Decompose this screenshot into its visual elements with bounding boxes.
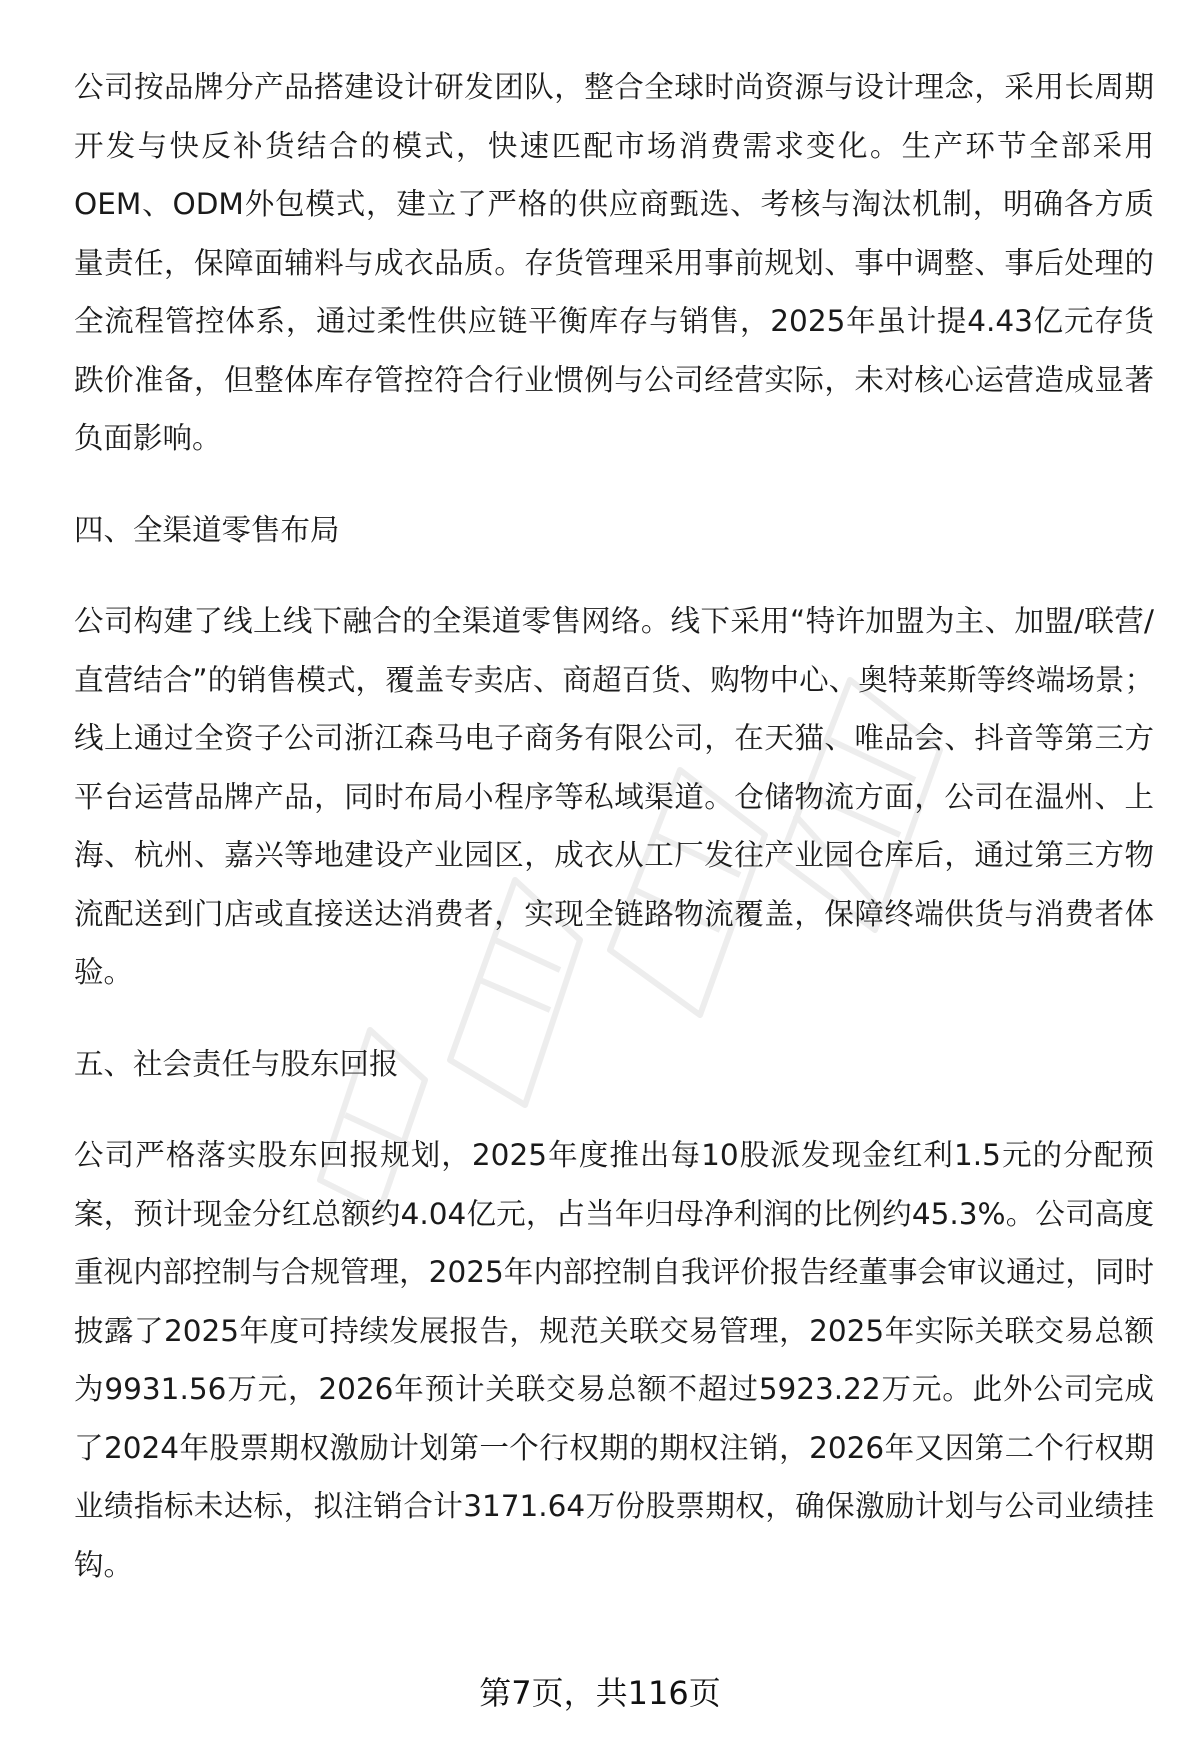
page-number: 第7页，共116页 [479, 1674, 721, 1712]
section-heading-social-responsibility: 五、社会责任与股东回报 [74, 1046, 399, 1081]
paragraph-supply-chain: 公司按品牌分产品搭建设计研发团队，整合全球时尚资源与设计理念，采用长周期开发与快反补货结合的模式，快速匹配市场消费需求变化。生产环节全部采用OEM、ODM外包模式，建立了严格的供应商甄选、考核与淘汰机制，明确各方质量责任，保障面辅料与成衣品质。存货管理采用事前规划、事中调整、事后处理的全流程管控体系，通过柔性供应链平衡库存与销售，2025年虽计提4.43亿元存货跌价准备，但整体库存管控符合行业惯例与公司经营实际，未对核心运营造成显著负面影响。 [74, 70, 1154, 455]
page-content [74, 58, 1154, 1594]
section-heading-omnichannel: 四、全渠道零售布局 [74, 512, 340, 547]
paragraph-omnichannel: 公司构建了线上线下融合的全渠道零售网络。线下采用“特许加盟为主、加盟/联营/直营结合”的销售模式，覆盖专卖店、商超百货、购物中心、奥特莱斯等终端场景；线上通过全资子公司浙江森马电子商务有限公司，在天猫、唯品会、抖音等第三方平台运营品牌产品，同时布局小程序等私域渠道。仓储物流方面，公司在温州、上海、杭州、嘉兴等地建设产业园区，成衣从工厂发往产业园仓库后，通过第三方物流配送到门店或直接送达消费者，实现全链路物流覆盖，保障终端供货与消费者体验。 [74, 604, 1154, 989]
paragraph-shareholder-return: 公司严格落实股东回报规划，2025年度推出每10股派发现金红利1.5元的分配预案，预计现金分红总额约4.04亿元，占当年归母净利润的比例约45.3%。公司高度重视内部控制与合规管理，2025年内部控制自我评价报告经董事会审议通过，同时披露了2025年度可持续发展报告，规范关联交易管理，2025年实际关联交易总额为9931.56万元，2026年预计关联交易总额不超过5923.22万元。此外公司完成了2024年股票期权激励计划第一个行权期的期权注销，2026年又因第二个行权期业绩指标未达标，拟注销合计3171.64万份股票期权，确保激励计划与公司业绩挂钩。 [74, 1138, 1154, 1582]
